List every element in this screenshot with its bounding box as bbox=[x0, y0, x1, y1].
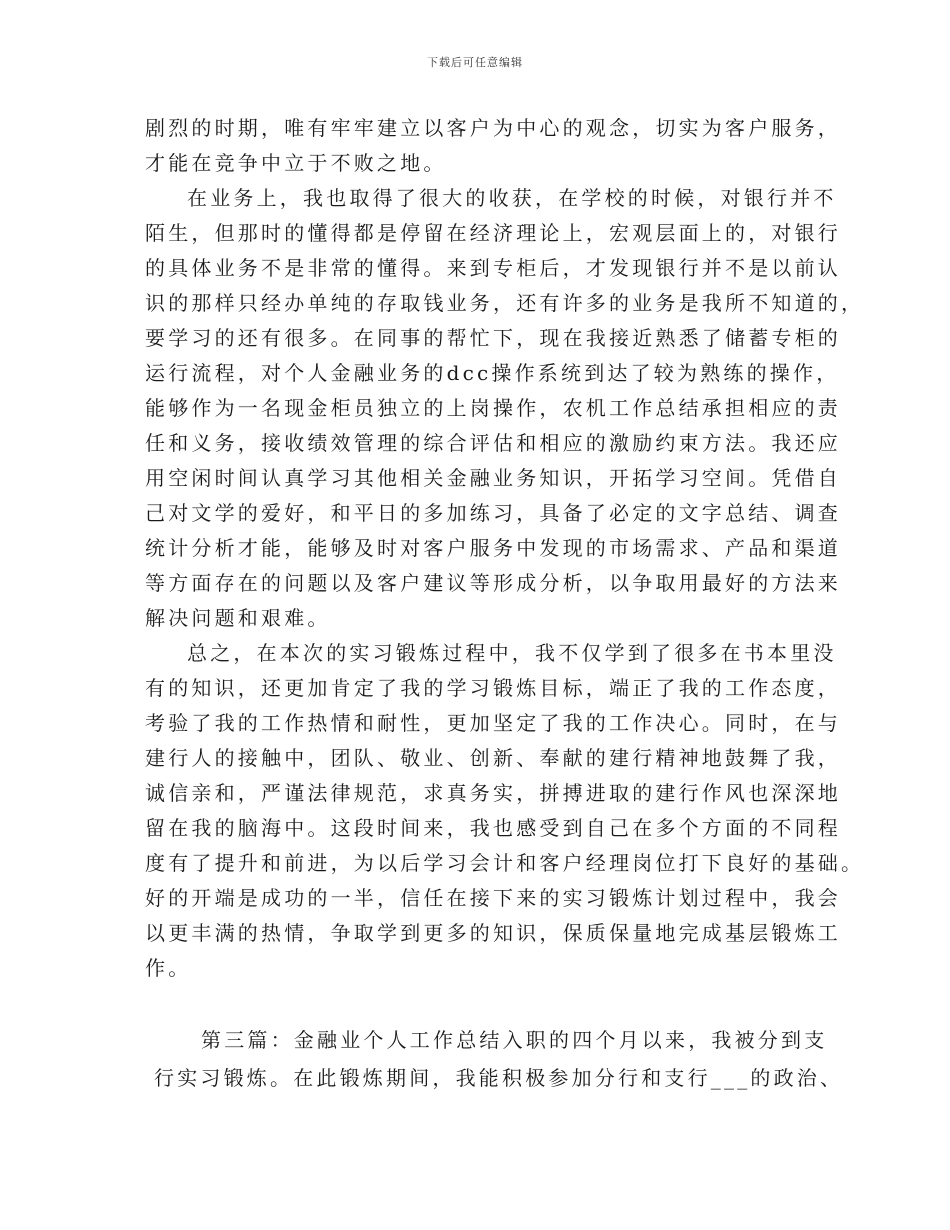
body-line: 等方面存在的问题以及客户建议等形成分析，以争取用最好的方法来 bbox=[145, 571, 841, 595]
section-heading-line: 第三篇：金融业个人工作总结入职的四个月以来，我被分到支 bbox=[201, 1028, 828, 1052]
body-line: 建行人的接触中，团队、敬业、创新、奉献的建行精神地鼓舞了我， bbox=[145, 746, 841, 770]
body-line: 任和义务，接收绩效管理的综合评估和相应的激励约束方法。我还应 bbox=[145, 431, 841, 455]
body-line: 作。 bbox=[145, 956, 192, 980]
body-line: 己对文学的爱好，和平日的多加练习，具备了必定的文字总结、调查 bbox=[145, 501, 841, 525]
body-line: 度有了提升和前进，为以后学习会计和客户经理岗位打下良好的基础。 bbox=[145, 851, 865, 875]
body-line: 统计分析才能，能够及时对客户服务中发现的市场需求、产品和渠道 bbox=[145, 536, 841, 560]
body-line: 陌生，但那时的懂得都是停留在经济理论上，宏观层面上的，对银行 bbox=[145, 221, 841, 245]
body-line: 好的开端是成功的一半，信任在接下来的实习锻炼计划过程中，我会 bbox=[145, 886, 841, 910]
page-header-note: 下载后可任意编辑 bbox=[427, 56, 523, 69]
body-line: 有的知识，还更加肯定了我的学习锻炼目标，端正了我的工作态度， bbox=[145, 676, 841, 700]
body-line: 诚信亲和，严谨法律规范，求真务实，拼搏进取的建行作风也深深地 bbox=[145, 781, 841, 805]
body-line: 解决问题和艰难。 bbox=[145, 606, 331, 630]
body-line: 用空闲时间认真学习其他相关金融业务知识，开拓学习空间。凭借自 bbox=[145, 466, 841, 490]
body-line: 留在我的脑海中。这段时间来，我也感受到自己在多个方面的不同程 bbox=[145, 816, 841, 840]
body-line: 才能在竞争中立于不败之地。 bbox=[145, 151, 447, 175]
body-line: 的具体业务不是非常的懂得。来到专柜后，才发现银行并不是以前认 bbox=[145, 256, 841, 280]
body-line: 剧烈的时期，唯有牢牢建立以客户为中心的观念，切实为客户服务， bbox=[145, 116, 841, 140]
body-line: 考验了我的工作热情和耐性，更加坚定了我的工作决心。同时，在与 bbox=[145, 711, 841, 735]
body-line: 在业务上，我也取得了很大的收获，在学校的时候，对银行并不 bbox=[187, 186, 837, 210]
body-line: 行实习锻炼。在此锻炼期间，我能积极参加分行和支行___的政治、 bbox=[154, 1066, 844, 1090]
body-line: 以更丰满的热情，争取学到更多的知识，保质保量地完成基层锻炼工 bbox=[145, 921, 841, 945]
body-line: 总之，在本次的实习锻炼过程中，我不仅学到了很多在书本里没 bbox=[187, 641, 837, 665]
body-line: 要学习的还有很多。在同事的帮忙下，现在我接近熟悉了储蓄专柜的 bbox=[145, 326, 841, 350]
body-line: 能够作为一名现金柜员独立的上岗操作，农机工作总结承担相应的责 bbox=[145, 396, 841, 420]
body-line: 运行流程，对个人金融业务的dcc操作系统到达了较为熟练的操作， bbox=[145, 361, 840, 385]
body-line: 识的那样只经办单纯的存取钱业务，还有许多的业务是我所不知道的， bbox=[145, 291, 865, 315]
